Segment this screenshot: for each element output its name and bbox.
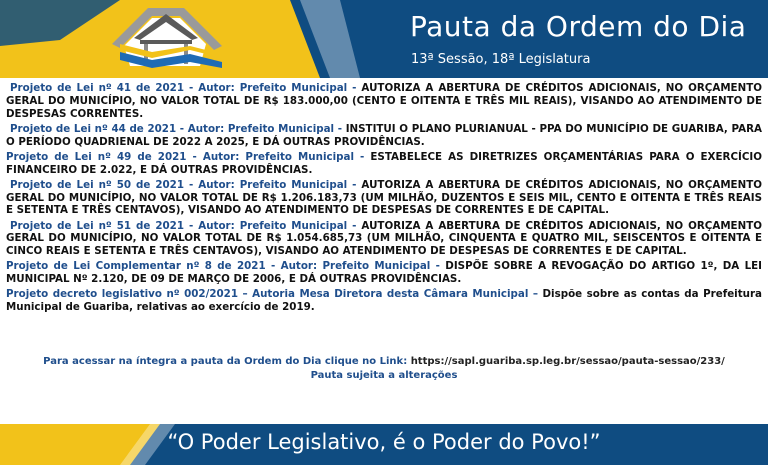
agenda-item-description: DISPÕE SOBRE A REVOGAÇÃO DO ARTIGO 1º, DA LEI MUNICIPAL Nº 2.120, DE 09 DE MARÇO DE 2006, E DÁ OUTRAS PROVIDÊNCIAS. xyxy=(6,260,762,286)
agenda-item-description: AUTORIZA A ABERTURA DE CRÉDITOS ADICIONAIS, NO ORÇAMENTO GERAL DO MUNICÍPIO, NO VALOR TOTAL DE R$ 1.054.685,73 (UM MILHÃO, CINQUENTA E QUATRO MIL, SEISCENTOS E OITENTA E CINCO REAIS E SETENTA E TRÊS CENTAVOS), VISANDO AO ATENDIMENTO DE DESPESAS DE CORRENTES E DE CAPITAL. xyxy=(6,219,762,258)
agenda-item-reference: Projeto de Lei nº 41 de 2021 - Autor: Prefeito Municipal - xyxy=(10,82,357,94)
agenda-item-reference: Projeto de Lei Complementar nº 8 de 2021 - Autor: Prefeito Municipal - xyxy=(6,260,440,273)
agenda-item xyxy=(6,82,762,120)
agenda-item-reference: Projeto de Lei nº 44 de 2021 - Autor: Prefeito Municipal - xyxy=(10,122,343,135)
agenda-item-description: AUTORIZA A ABERTURA DE CRÉDITOS ADICIONAIS, NO ORÇAMENTO GERAL DO MUNICÍPIO, NO VALOR TOTAL DE R$ 183.000,00 (CENTO E OITENTA E TRÊS MIL REAIS), VISANDO AO ATENDIMENTO DE DESPESAS CORRENTES. xyxy=(6,82,762,120)
header-banner xyxy=(0,0,768,78)
agenda-item xyxy=(6,179,762,217)
page-title: Pauta da Ordem do Dia xyxy=(410,10,747,43)
access-label: Para acessar na íntegra a pauta da Ordem do Dia clique no Link: xyxy=(43,356,408,367)
agenda-list xyxy=(6,82,762,316)
pauta-link[interactable]: https://sapl.guariba.sp.leg.br/sessao/pauta-sessao/233/ xyxy=(410,356,725,367)
agenda-item xyxy=(6,123,762,149)
agenda-item xyxy=(6,220,762,258)
agenda-item xyxy=(6,260,762,286)
agenda-item-description: INSTITUI O PLANO PLURIANUAL - PPA DO MUNICÍPIO DE GUARIBA, PARA O PERÍODO QUADRIENAL DE 2022 A 2025, E DÁ OUTRAS PROVIDÊNCIAS. xyxy=(6,122,762,148)
footer-slogan: “O Poder Legislativo, é o Poder do Povo!” xyxy=(167,430,601,454)
pauta-note: Pauta sujeita a alterações xyxy=(310,370,458,381)
agenda-item-reference: Projeto de Lei nº 50 de 2021 - Autor: Prefeito Municipal - xyxy=(10,178,357,191)
agenda-item-description: Dispõe sobre as contas da Prefeitura Municipal de Guariba, relativas ao exercício de 2019. xyxy=(6,288,762,314)
agenda-item-reference: Projeto de Lei nº 51 de 2021 - Autor: Prefeito Municipal - xyxy=(10,219,357,232)
agenda-item-description: AUTORIZA A ABERTURA DE CRÉDITOS ADICIONAIS, NO ORÇAMENTO GERAL DO MUNICÍPIO, NO VALOR TOTAL DE R$ 1.206.183,73 (UM MILHÃO, DUZENTOS E SEIS MIL, CENTO E OITENTA E TRÊS REAIS E SETENTA E TRÊS CENTAVOS), VISANDO AO ATENDIMENTO DE DESPESAS DE CORRENTES E DE CAPITAL. xyxy=(6,178,762,217)
session-subtitle: 13ª Sessão, 18ª Legislatura xyxy=(411,52,591,67)
agenda-item-description: ESTABELECE AS DIRETRIZES ORÇAMENTÁRIAS PARA O EXERCÍCIO FINANCEIRO DE 2.022, E DÁ OUTRAS PROVIDÊNCIAS. xyxy=(6,150,762,176)
agenda-item xyxy=(6,288,762,314)
access-info xyxy=(0,355,768,383)
footer-banner xyxy=(0,424,768,465)
agenda-item-reference: Projeto de Lei nº 49 de 2021 - Autor: Prefeito Municipal - xyxy=(6,150,365,163)
agenda-item xyxy=(6,151,762,177)
agenda-item-reference: Projeto decreto legislativo nº 002/2021 – Autoria Mesa Diretora desta Câmara Municipal – xyxy=(6,288,538,301)
